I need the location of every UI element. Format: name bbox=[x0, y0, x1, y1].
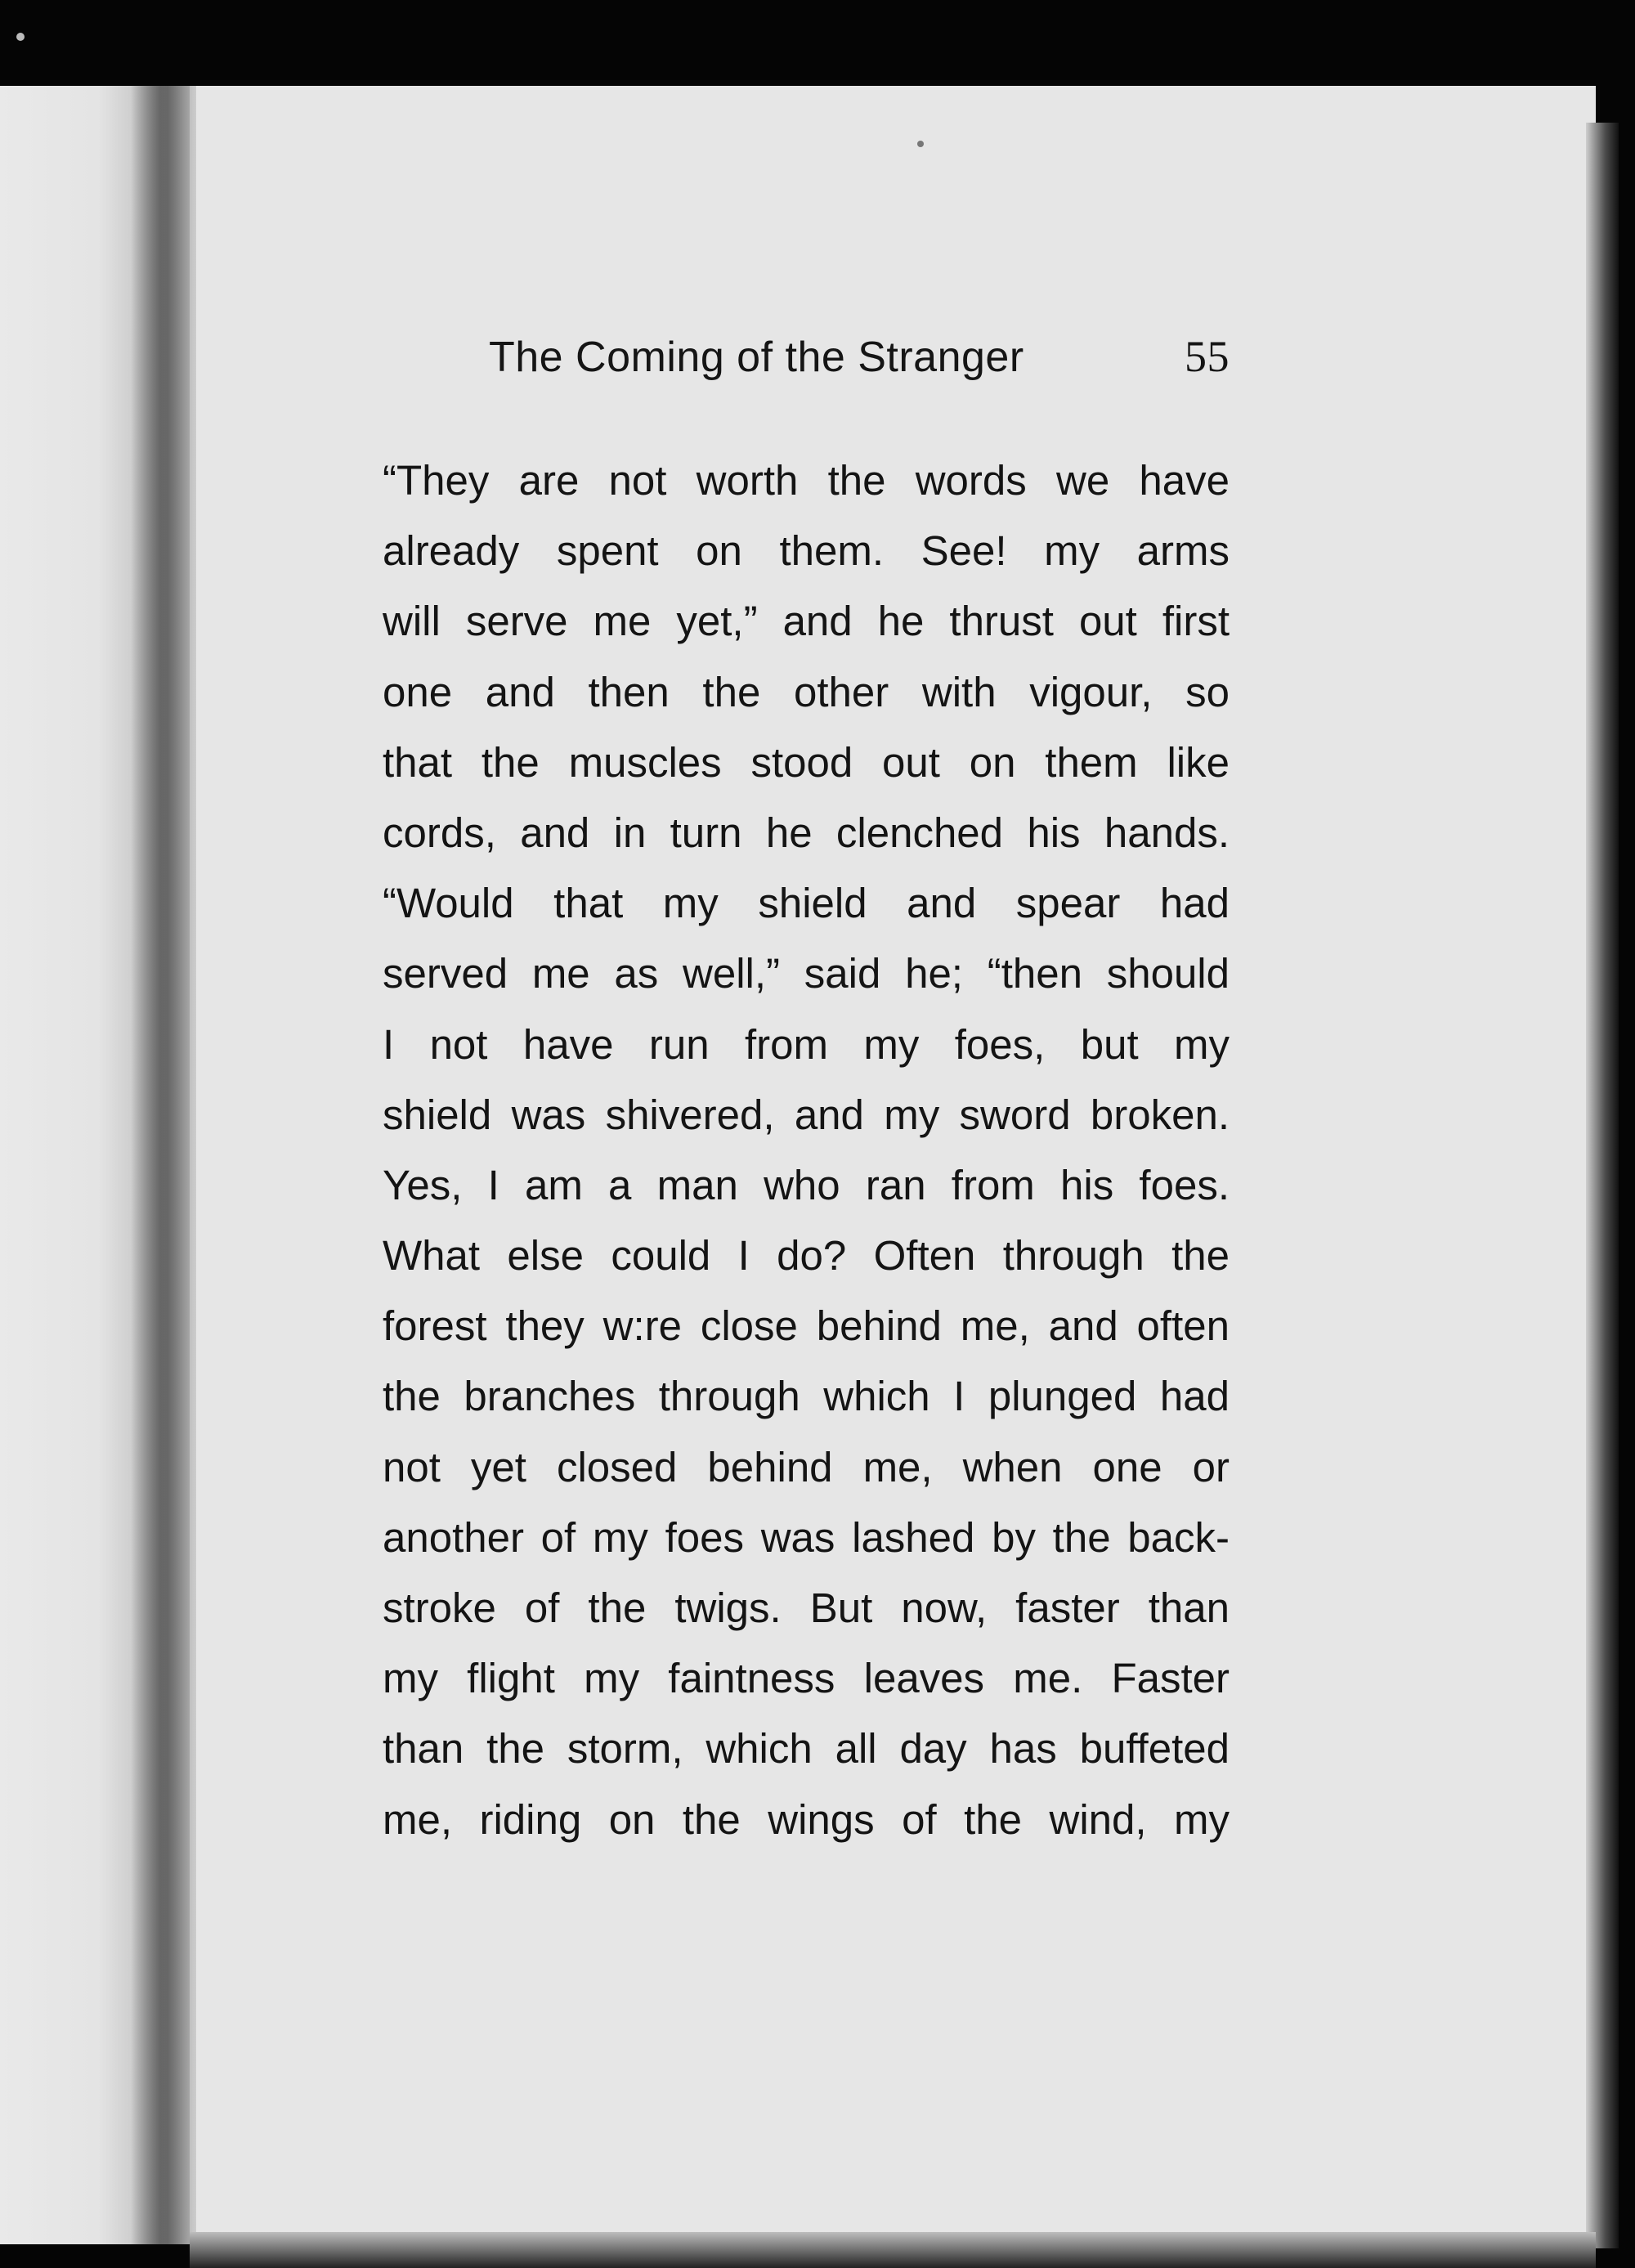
text-line: cords, and in turn he clenched his hands. bbox=[383, 809, 1230, 856]
text-line: I not have run from my foes, but my bbox=[383, 1020, 1230, 1068]
text-line: me, riding on the wings of the wind, my bbox=[383, 1795, 1230, 1843]
text-line: served me as well,” said he; “then should bbox=[383, 950, 1230, 997]
text-line: that the muscles stood out on them like bbox=[383, 738, 1230, 786]
scan-speck bbox=[16, 33, 25, 41]
text-line: will serve me yet,” and he thrust out first bbox=[383, 598, 1230, 645]
running-head bbox=[489, 331, 1230, 397]
text-line: the branches through which I plunged had bbox=[383, 1373, 1230, 1420]
page-right-edge bbox=[1586, 123, 1619, 2248]
text-line: Yes, I am a man who ran from his foes. bbox=[383, 1161, 1230, 1208]
page-number: 55 bbox=[1185, 332, 1230, 381]
text-line: my flight my faintness leaves me. Faster bbox=[383, 1655, 1230, 1702]
text-line: forest they w:re close behind me, and often bbox=[383, 1302, 1230, 1350]
text-line: stroke of the twigs. But now, faster than bbox=[383, 1584, 1230, 1631]
gutter-shadow bbox=[131, 86, 196, 2244]
text-line: “Would that my shield and spear had bbox=[383, 880, 1230, 927]
text-line: another of my foes was lashed by the back- bbox=[383, 1513, 1230, 1561]
scan-speck bbox=[917, 141, 924, 147]
text-line: than the storm, which all day has buffeted bbox=[383, 1725, 1230, 1773]
text-line: not yet closed behind me, when one or bbox=[383, 1443, 1230, 1490]
text-line: one and then the other with vigour, so bbox=[383, 668, 1230, 715]
body-text bbox=[383, 446, 1230, 1855]
page-bottom-edge bbox=[190, 2232, 1596, 2268]
text-line: already spent on them. See! my arms bbox=[383, 527, 1230, 575]
text-line: What else could I do? Often through the bbox=[383, 1232, 1230, 1280]
running-head-title: The Coming of the Stranger bbox=[489, 334, 1024, 381]
text-line: shield was shivered, and my sword broken. bbox=[383, 1091, 1230, 1138]
text-line: “They are not worth the words we have bbox=[383, 457, 1230, 504]
